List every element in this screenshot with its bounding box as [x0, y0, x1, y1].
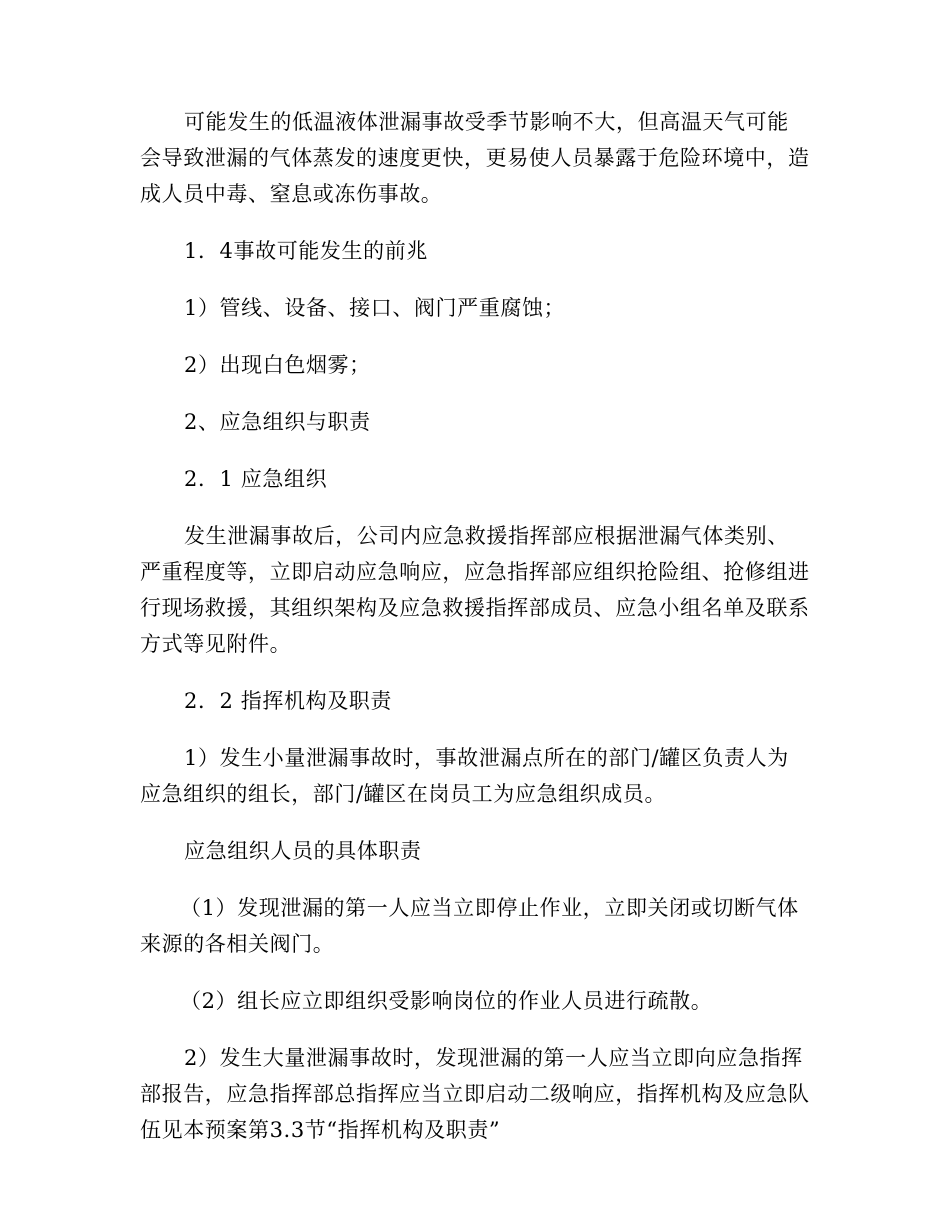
heading-2-1-organization: 2．1 应急组织 — [184, 467, 328, 491]
paragraph-large-leak: 2）发生大量泄漏事故时，发现泄漏的第一人应当立即向应急指挥部报告，应急指挥部总指挥应当立即启动二级响应，指挥机构及应急队伍见本预案第3.3节“指挥机构及职责” — [140, 1046, 810, 1142]
list-item-evacuation: （2）组长应立即组织受影响岗位的作业人员进行疏散。 — [180, 989, 713, 1013]
list-item-corrosion: 1）管线、设备、接口、阀门严重腐蚀； — [184, 296, 566, 320]
heading-2-2-command: 2．2 指挥机构及职责 — [184, 689, 392, 713]
paragraph-small-leak: 1）发生小量泄漏事故时，事故泄漏点所在的部门/罐区负责人为应急组织的组长，部门/罐区在岗员工为应急组织成员。 — [140, 746, 789, 806]
document-page — [140, 104, 810, 1148]
paragraph-seasonal-impact: 可能发生的低温液体泄漏事故受季节影响不大，但高温天气可能会导致泄漏的气体蒸发的速度更快，更易使人员暴露于危险环境中，造成人员中毒、窒息或冻伤事故。 — [140, 110, 810, 206]
paragraph-emergency-response: 发生泄漏事故后，公司内应急救援指挥部应根据泄漏气体类别、严重程度等，立即启动应急响应，应急指挥部应组织抢险组、抢修组进行现场救援，其组织架构及应急救援指挥部成员、应急小组名单及联系方式等见附件。 — [140, 524, 810, 656]
list-item-white-smoke: 2）出现白色烟雾； — [184, 353, 371, 377]
list-item-first-person: （1）发现泄漏的第一人应当立即停止作业，立即关闭或切断气体来源的各相关阀门。 — [140, 896, 799, 956]
heading-1-4-precursors: 1．4事故可能发生的前兆 — [184, 239, 428, 263]
heading-duties: 应急组织人员的具体职责 — [184, 839, 422, 863]
heading-2-organization: 2、应急组织与职责 — [184, 410, 371, 434]
